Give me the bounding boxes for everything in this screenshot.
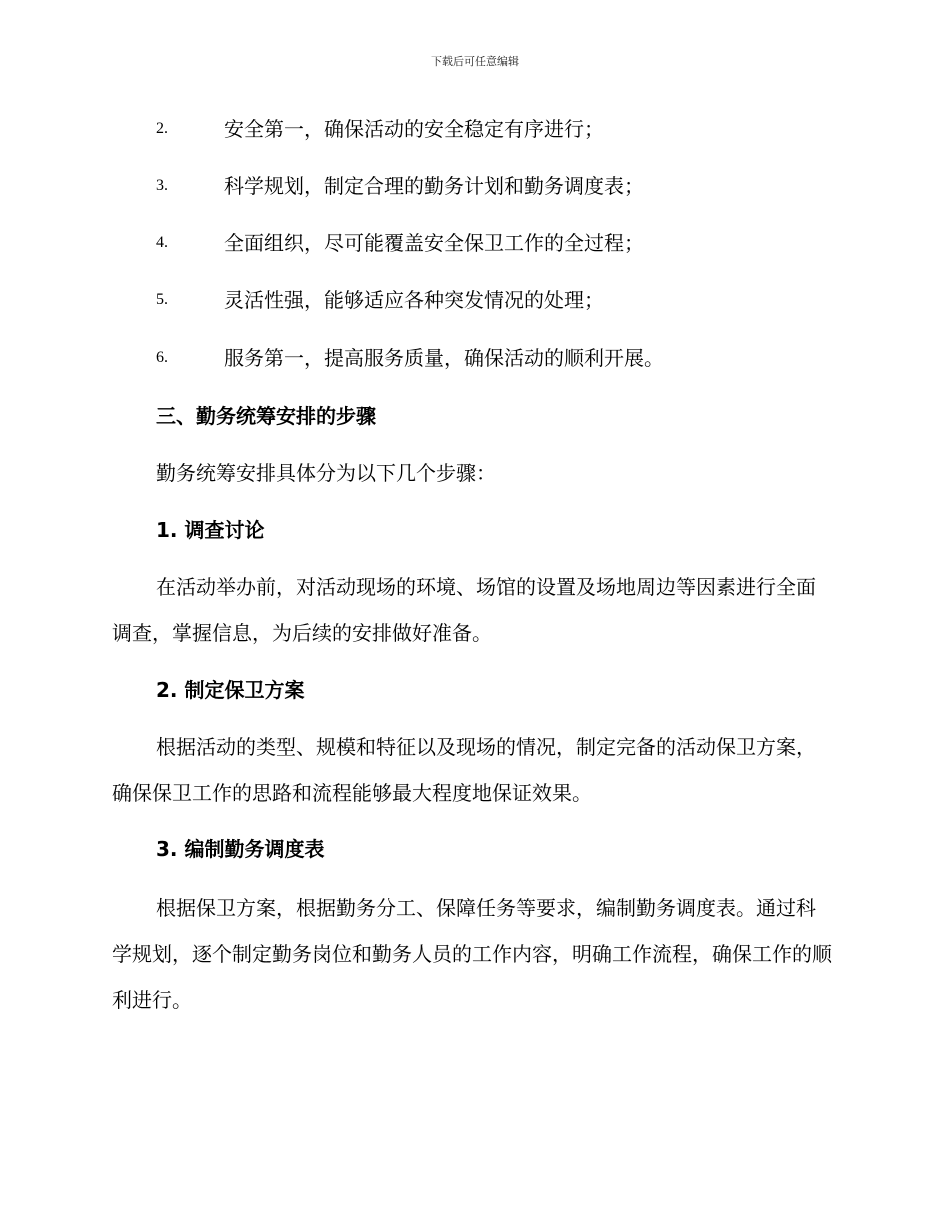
- list-item: [0, 114, 950, 144]
- list-number: 6.: [156, 349, 168, 366]
- page-header: 下载后可任意编辑: [431, 55, 519, 68]
- list-item: [0, 228, 950, 258]
- list-number: 5.: [156, 291, 168, 308]
- section-title: 三、勤务统筹安排的步骤: [156, 404, 376, 428]
- list-item: [0, 343, 950, 373]
- list-text: 安全第一，确保活动的安全稳定有序进行；: [224, 117, 604, 141]
- list-text: 灵活性强，能够适应各种突发情况的处理；: [224, 288, 604, 312]
- step-heading: 1. 调查讨论: [156, 518, 265, 542]
- list-item: [0, 171, 950, 201]
- list-number: 4.: [156, 234, 168, 251]
- list-item: [0, 285, 950, 315]
- list-text: 服务第一，提高服务质量，确保活动的顺利开展。: [224, 346, 664, 370]
- section-intro: 勤务统筹安排具体分为以下几个步骤：: [156, 461, 496, 485]
- list-number: 2.: [156, 120, 168, 137]
- list-number: 3.: [156, 177, 168, 194]
- step-heading: 3. 编制勤务调度表: [156, 837, 325, 861]
- step-paragraph: 根据活动的类型、规模和特征以及现场的情况，制定完备的活动保卫方案，确保保卫工作的思路和流程能够最大程度地保证效果。: [112, 735, 816, 805]
- step-heading: 2. 制定保卫方案: [156, 678, 305, 702]
- step-paragraph: 在活动举办前，对活动现场的环境、场馆的设置及场地周边等因素进行全面调查，掌握信息，为后续的安排做好准备。: [112, 575, 816, 645]
- step-paragraph: 根据保卫方案，根据勤务分工、保障任务等要求，编制勤务调度表。通过科学规划，逐个制定勤务岗位和勤务人员的工作内容，明确工作流程，确保工作的顺利进行。: [112, 896, 832, 1012]
- list-text: 科学规划，制定合理的勤务计划和勤务调度表；: [224, 174, 644, 198]
- list-text: 全面组织，尽可能覆盖安全保卫工作的全过程；: [224, 231, 644, 255]
